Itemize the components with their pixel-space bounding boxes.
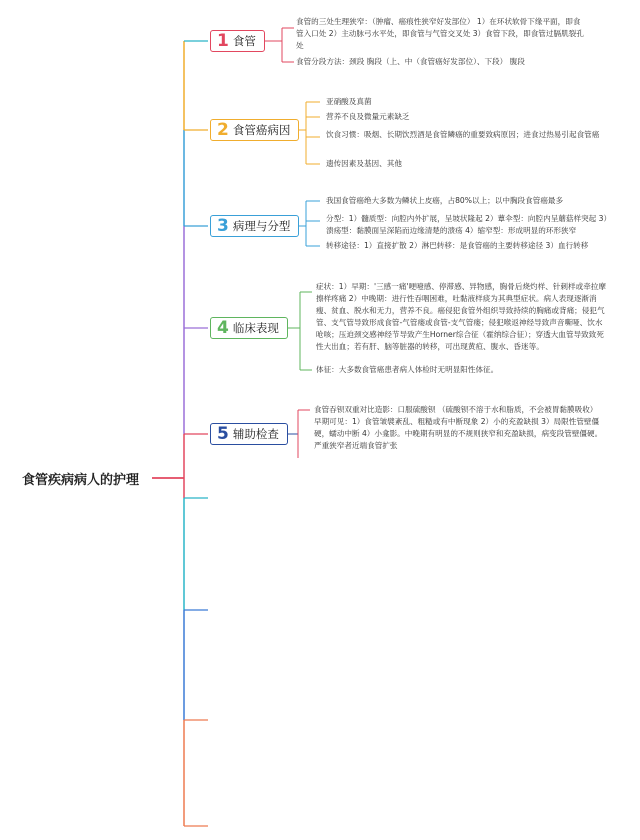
branch-label-2: 食管癌病因 bbox=[232, 123, 291, 137]
branch-node-2[interactable] bbox=[210, 119, 299, 141]
branch-label-4: 临床表现 bbox=[232, 321, 279, 335]
branch-3-item-3: 转移途径：1）直接扩散 2）淋巴转移：是食管癌的主要转移途径 3）血行转移 bbox=[326, 241, 589, 250]
branch-label-5: 辅助检查 bbox=[232, 427, 279, 441]
root-topic: 食管疾病病人的护理 bbox=[22, 473, 140, 488]
branch-number-5: 5 bbox=[217, 424, 229, 444]
branch-node-1[interactable] bbox=[210, 30, 265, 52]
branch-node-5[interactable] bbox=[210, 423, 288, 445]
branch-4-item-2: 体征：大多数食管癌患者病人体检时无明显阳性体征。 bbox=[316, 365, 499, 374]
branch-3-item-1: 我国食管癌绝大多数为鳞状上皮癌，占80%以上；以中胸段食管癌最多 bbox=[326, 196, 564, 205]
branch-node-3[interactable] bbox=[210, 215, 299, 237]
branch-2-item-1: 亚硝酸及真菌 bbox=[326, 97, 372, 106]
branch-1-item-2: 食管分段方法：颈段 胸段（上、中（食管癌好发部位）、下段） 腹段 bbox=[296, 57, 525, 66]
branch-number-2: 2 bbox=[217, 120, 229, 140]
branch-1-item-1: 食管的三处生理狭窄：（肿瘤、癌痕性狭窄好发部位） 1）在环状软骨下缘平面，即食管入口处 2）主动脉弓水平处，即食管与气管交叉处 3）食管下段，即食管过膈肌裂孔处 bbox=[296, 17, 584, 50]
branch-node-4[interactable] bbox=[210, 317, 288, 339]
branch-2-item-3: 饮食习惯：吸烟、长期饮烈酒是食管鳞癌的重要致病原因；进食过热易引起食管癌 bbox=[326, 130, 600, 139]
branch-5-item-1: 食管吞钡双重对比造影：口服硫酸钡 （硫酸钡不溶于水和脂质，不会被胃黏膜吸收） 早期可见：1）食管皱襞紊乱、粗糙或有中断现象 2）小的充盈缺损 3）局限性管壁僵硬，蠕动中断 4）小龛影。中晚期有明显的不规则狭窄和充盈缺损，病变段管壁僵硬。严重狭窄者近端食管扩张 bbox=[314, 405, 603, 450]
branch-number-1: 1 bbox=[217, 31, 229, 51]
branch-2-item-4: 遗传因素及基因、其他 bbox=[326, 159, 402, 168]
branch-label-3: 病理与分型 bbox=[232, 219, 291, 233]
branch-2-item-2: 营养不良及微量元素缺乏 bbox=[326, 112, 410, 121]
branch-label-1: 食管 bbox=[232, 34, 256, 48]
branch-3-item-2: 分型：1）髓质型：向腔内外扩展，呈坡状隆起 2）蕈伞型：向腔内呈蘑菇样突起 3）溃疡型：黏膜面呈深陷而边缘清楚的溃疡 4）缩窄型：形成明显的环形狭窄 bbox=[326, 214, 612, 235]
branch-4-item-1: 症状：1）早期：'三感一痛'哽噎感、停滞感、异物感，胸骨后烧灼样、针刺样或牵拉摩擦样疼痛 2）中晚期：进行性吞咽困难，吐黏液样痰为其典型症状。病人表现逐渐消瘦、贫血、脱水和无力，营养不良。癌侵犯食管外组织导致持续的胸痛或背痛；侵犯气管、支气管导致形成食管-气管瘘或食管-支气管瘘；侵犯喉返神经导致声音嘶哑、饮水呛咳；压迫颈交感神经节导致产生Horner综合征（霍纳综合征）；穿透大血管导致致死性大出血；若有肝、脑等脏器的转移，可出现黄疸、腹水、昏迷等。 bbox=[316, 282, 606, 351]
branch-number-4: 4 bbox=[217, 318, 229, 338]
branch-number-3: 3 bbox=[217, 216, 229, 236]
